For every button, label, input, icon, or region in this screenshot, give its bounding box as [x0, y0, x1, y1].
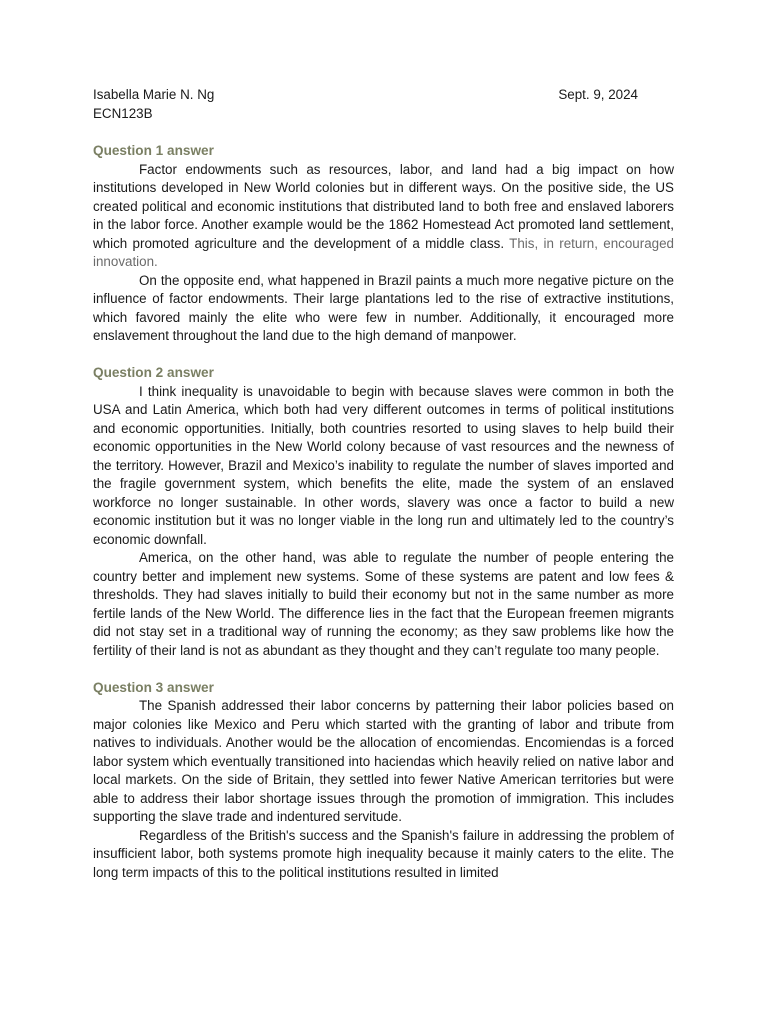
question-1-heading: Question 1 answer	[93, 143, 214, 158]
question-1-paragraph-1	[93, 161, 674, 272]
paragraph-muted-text: This, in return, encouraged innovation.	[93, 235, 675, 269]
author-name: Isabella Marie N. Ng	[93, 87, 215, 102]
section-question-3	[93, 679, 674, 883]
document-page	[93, 86, 674, 901]
question-3-paragraph-1: The Spanish addressed their labor concerns by patterning their labor policies based on major colonies like Mexico and Peru which started with the granting of labor and tribute from natives to individuals. Another would be the allocation of encomiendas. Encomiendas is a forced labor system which eventually transitioned into haciendas which heavily relied on native labor and local markets. On the side of Britain, they settled into fewer Native American territories but were able to address their labor shortage issues through the promotion of immigration. This includes supporting the slave trade and indentured servitude.	[93, 698, 674, 824]
question-2-paragraph-1: I think inequality is unavoidable to begin with because slaves were common in both the USA and Latin America, which both had very different outcomes in terms of political institutions and economic opportunities. Initially, both countries resorted to using slaves to help build their economic opportunities in the New World colony because of vast resources and the newness of the territory. However, Brazil and Mexico’s inability to regulate the number of slaves imported and the fragile government system, which benefits the elite, made the system of an enslaved workforce no longer sustainable. In other words, slavery was once a factor to build a new economic institution but it was no longer viable in the long run and ultimately led to the country’s economic downfall.	[93, 383, 674, 547]
question-3-heading: Question 3 answer	[93, 679, 214, 695]
question-3-paragraph-2: Regardless of the British's success and the Spanish's failure in addressing the problem of insufficient labor, both systems promote high inequality because it mainly caters to the elite. The long term impacts of this to the political institutions resulted in limited	[93, 827, 674, 880]
section-question-2	[93, 364, 674, 660]
question-2-heading: Question 2 answer	[93, 365, 214, 380]
header-row	[93, 86, 674, 105]
question-1-paragraph-2: On the opposite end, what happened in Brazil paints a much more negative picture on the influence of factor endowments. Their large plantations led to the rise of extractive institutions, which favored mainly the elite who were few in number. Additionally, it encouraged more enslavement throughout the land due to the high demand of manpower.	[93, 272, 674, 343]
date: Sept. 9, 2024	[558, 87, 638, 102]
paragraph-text: Factor endowments such as resources, labor, and land had a big impact on how institutions developed in New World colonies but in different ways. On the positive side, the US created political and economic institutions that distributed land to both free and enslaved laborers in the labor force. Another example would be the 1862 Homestead Act promoted land settlement, which promoted agriculture and the development of a middle class.	[93, 161, 674, 251]
section-question-1	[93, 142, 674, 346]
question-2-paragraph-2: America, on the other hand, was able to regulate the number of people entering the country better and implement new systems. Some of these systems are patent and low fees & thresholds. They had slaves initially to build their economy but not in the same number as more fertile lands of the New World. The difference lies in the fact that the European freemen migrants did not stay set in a traditional way of running the economy; as they saw problems like how the fertility of their land is not as abundant as they thought and they can’t regulate too many people.	[93, 550, 674, 658]
course-code: ECN123B	[93, 105, 153, 121]
